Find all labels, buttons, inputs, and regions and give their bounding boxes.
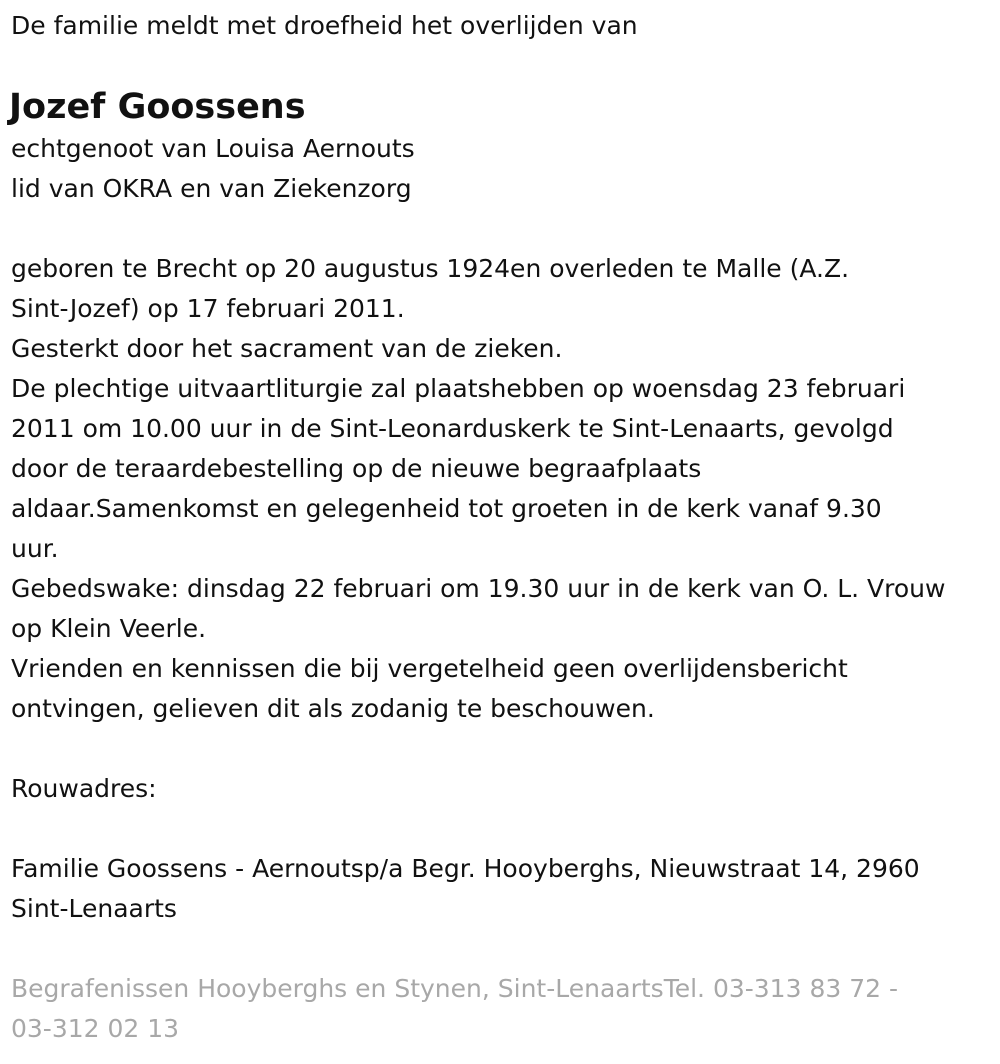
liturgy-line-3: door de teraardebestelling op de nieuwe begraafplaats (11, 454, 702, 483)
notice-line-1: Vrienden en kennissen die bij vergetelheid geen overlijdensbericht (11, 654, 848, 683)
address-line-1: Familie Goossens - Aernoutsp/a Begr. Hooyberghs, Nieuwstraat 14, 2960 (11, 854, 920, 883)
vigil-line-2: op Klein Veerle. (11, 614, 207, 643)
address-line-2: Sint-Lenaarts (11, 894, 177, 923)
deceased-name: Jozef Goossens (9, 87, 306, 127)
liturgy-line-4: aldaar.Samenkomst en gelegenheid tot groeten in de kerk vanaf 9.30 (11, 494, 882, 523)
sacrament-text: Gesterkt door het sacrament van de zieken. (11, 334, 563, 363)
spouse-text: echtgenoot van Louisa Aernouts (11, 134, 415, 163)
liturgy-line-1: De plechtige uitvaartliturgie zal plaatshebben op woensdag 23 februari (11, 374, 906, 403)
funeral-home-line-1: Begrafenissen Hooyberghs en Stynen, Sint-LenaartsTel. 03-313 83 72 - (11, 974, 898, 1003)
notice-line-2: ontvingen, gelieven dit als zodanig te beschouwen. (11, 694, 655, 723)
address-label: Rouwadres: (11, 774, 157, 803)
birth-death-line-2: Sint-Jozef) op 17 februari 2011. (11, 294, 405, 323)
funeral-home-info (11, 969, 992, 1049)
intro-text: De familie meldt met droefheid het overlijden van (11, 11, 638, 40)
spacer (11, 729, 992, 769)
liturgy-line-5: uur. (11, 534, 59, 563)
membership-text: lid van OKRA en van Ziekenzorg (11, 174, 412, 203)
spacer (11, 809, 992, 849)
liturgy-line-2: 2011 om 10.00 uur in de Sint-Leonarduskerk te Sint-Lenaarts, gevolgd (11, 414, 894, 443)
birth-death-line-1: geboren te Brecht op 20 augustus 1924en overleden te Malle (A.Z. (11, 254, 850, 283)
vigil-line-1: Gebedswake: dinsdag 22 februari om 19.30 uur in de kerk van O. L. Vrouw (11, 574, 946, 603)
funeral-home-line-2: 03-312 02 13 (11, 1014, 180, 1043)
spacer (11, 209, 992, 249)
